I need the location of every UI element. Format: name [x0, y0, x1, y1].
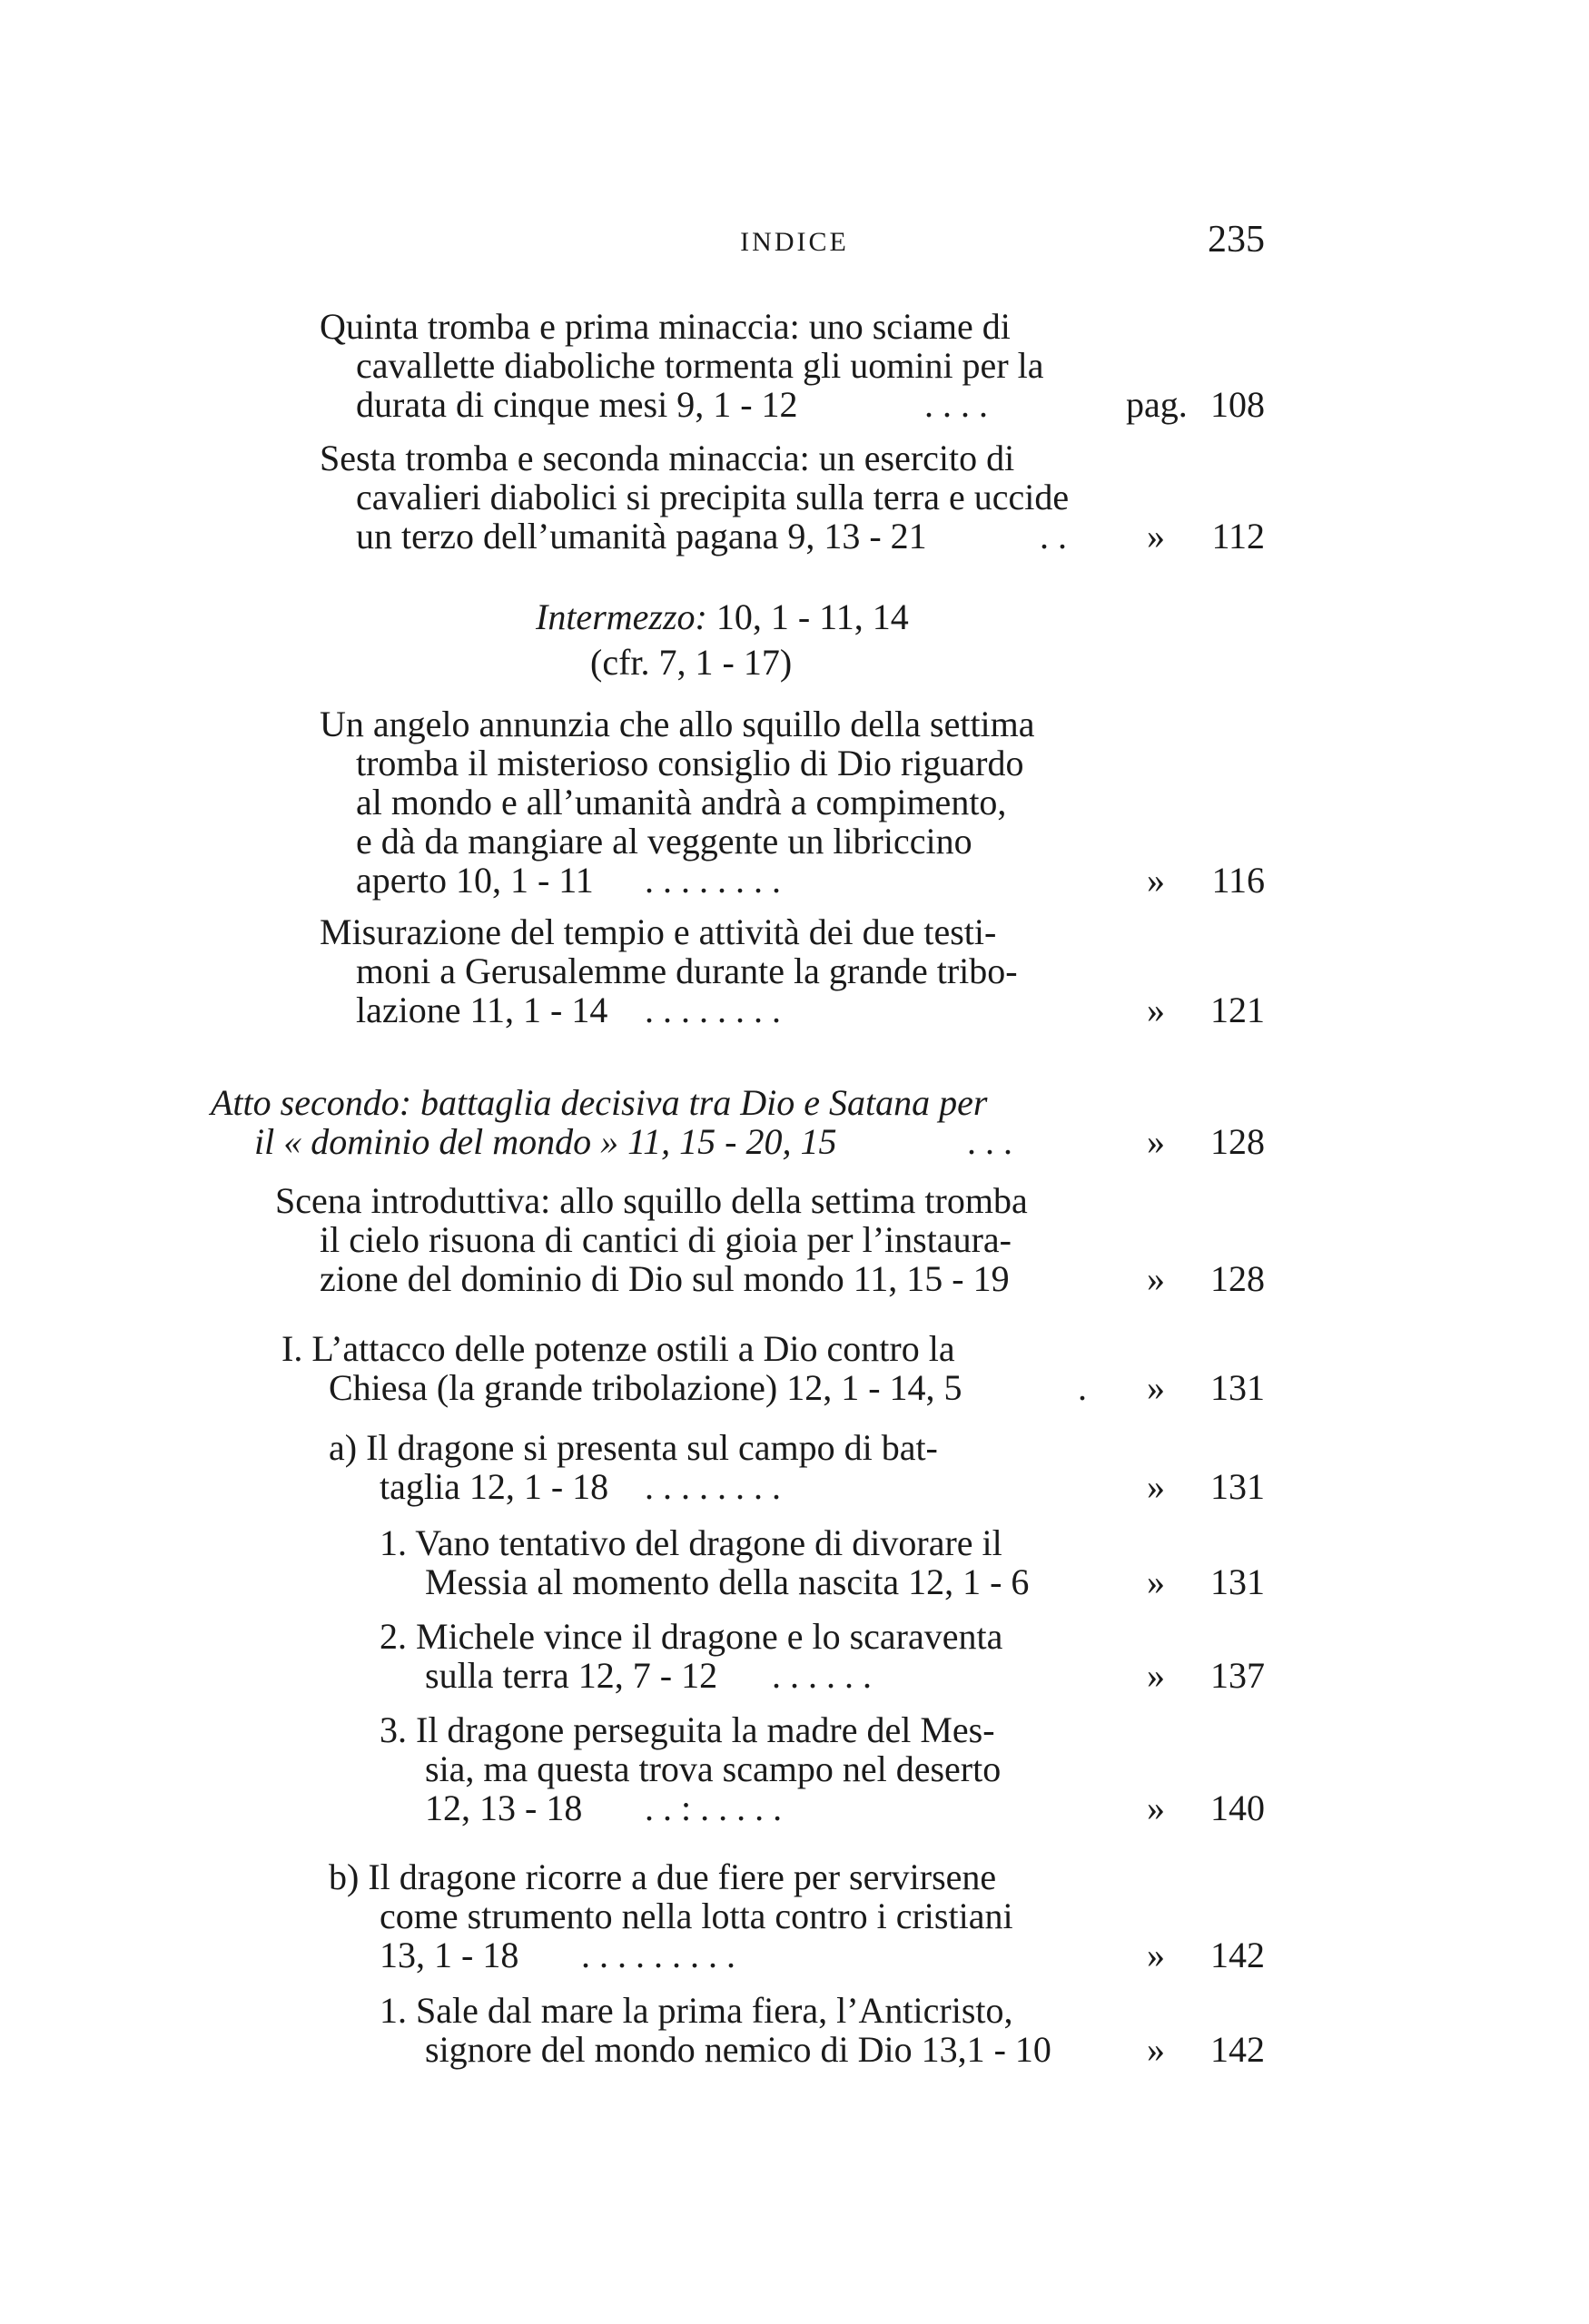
section-i-line-1: I. L’attacco delle potenze ostili a Dio contro la [281, 1328, 955, 1369]
entry-quinta-line-2: cavallette diaboliche tormenta gli uomini per la [356, 345, 1044, 386]
item-a2-page-marker: » [1147, 1655, 1165, 1696]
subsection-b-line-1: b) Il dragone ricorre a due fiere per servirsene [329, 1856, 997, 1897]
entry-angelo-line-5: aperto 10, 1 - 11 [356, 860, 594, 901]
intermezzo-label: Intermezzo: [536, 596, 707, 637]
running-head-title: INDICE [740, 227, 849, 257]
entry-sesta-page-number: 112 [1211, 516, 1265, 556]
entry-misurazione-page-number: 121 [1210, 990, 1265, 1030]
section-i-leader-dots: . [1078, 1367, 1087, 1408]
entry-quinta-line-1: Quinta tromba e prima minaccia: uno sciame di [320, 306, 1011, 347]
item-a3-line-1: 3. Il dragone perseguita la madre del Mes- [380, 1709, 995, 1750]
entry-angelo-line-3: al mondo e all’umanità andrà a compimento, [356, 782, 1007, 822]
item-a2-line-1: 2. Michele vince il dragone e lo scaraventa [380, 1616, 1003, 1657]
atto-secondo-leader-dots: . . . [967, 1121, 1012, 1162]
item-a2-page-number: 137 [1210, 1655, 1265, 1696]
scena-line-3: zione del dominio di Dio sul mondo 11, 15 - 19 [320, 1258, 1010, 1299]
atto-secondo-line-1: Atto secondo: battaglia decisiva tra Dio e Satana per [211, 1082, 988, 1123]
entry-misurazione-page-marker: » [1147, 990, 1165, 1030]
item-b1-page-marker: » [1147, 2029, 1165, 2070]
atto-secondo-page-marker: » [1147, 1121, 1165, 1162]
item-b1-page-number: 142 [1210, 2029, 1265, 2070]
item-a1-page-marker: » [1147, 1561, 1165, 1602]
entry-sesta-page-marker: » [1147, 516, 1165, 556]
scena-page-marker: » [1147, 1258, 1165, 1299]
section-i-page-number: 131 [1210, 1367, 1265, 1408]
entry-sesta-line-2: cavalieri diabolici si precipita sulla terra e uccide [356, 477, 1070, 517]
entry-sesta-line-3: un terzo dell’umanità pagana 9, 13 - 21 [356, 516, 927, 556]
entry-angelo-line-1: Un angelo annunzia che allo squillo della settima [320, 704, 1035, 744]
item-a3-page-number: 140 [1210, 1787, 1265, 1828]
entry-misurazione-line-3: lazione 11, 1 - 14 [356, 990, 608, 1030]
entry-angelo-line-2: tromba il misterioso consiglio di Dio riguardo [356, 743, 1024, 783]
entry-sesta-leader-dots: . . [1040, 516, 1067, 556]
item-b1-line-1: 1. Sale dal mare la prima fiera, l’Anticristo, [380, 1990, 1013, 2031]
item-b1-line-2: signore del mondo nemico di Dio 13,1 - 10 [425, 2029, 1051, 2070]
subsection-a-page-marker: » [1147, 1466, 1165, 1507]
entry-quinta-page-number: 108 [1210, 384, 1265, 425]
entry-misurazione-line-1: Misurazione del tempio e attività dei due testi- [320, 911, 997, 952]
entry-misurazione-line-2: moni a Gerusalemme durante la grande tribo- [356, 950, 1018, 991]
entry-sesta-line-1: Sesta tromba e seconda minaccia: un esercito di [320, 438, 1015, 478]
section-i-line-2: Chiesa (la grande tribolazione) 12, 1 - 14, 5 [329, 1367, 962, 1408]
intermezzo-cfr: (cfr. 7, 1 - 17) [590, 642, 793, 683]
subsection-b-leader-dots: . . . . . . . . . [581, 1935, 735, 1975]
entry-angelo-line-4: e dà da mangiare al veggente un libriccino [356, 821, 972, 862]
subsection-b-line-2: come strumento nella lotta contro i cristiani [380, 1896, 1013, 1936]
entry-quinta-page-marker: pag. [1126, 384, 1188, 425]
item-a1-line-1: 1. Vano tentativo del dragone di divorare il [380, 1522, 1002, 1563]
scena-page-number: 128 [1210, 1258, 1265, 1299]
entry-misurazione-leader-dots: . . . . . . . . [645, 990, 781, 1030]
subsection-b-page-marker: » [1147, 1935, 1165, 1975]
subsection-b-line-3: 13, 1 - 18 [380, 1935, 519, 1975]
item-a2-leader-dots: . . . . . . [772, 1655, 872, 1696]
scena-line-2: il cielo risuona di cantici di gioia per l’instaura- [320, 1219, 1012, 1260]
entry-angelo-page-number: 116 [1211, 860, 1265, 901]
subsection-a-page-number: 131 [1210, 1466, 1265, 1507]
subsection-a-leader-dots: . . . . . . . . [645, 1466, 781, 1507]
entry-quinta-leader-dots: . . . . [924, 384, 988, 425]
section-i-page-marker: » [1147, 1367, 1165, 1408]
subsection-b-page-number: 142 [1210, 1935, 1265, 1975]
entry-angelo-page-marker: » [1147, 860, 1165, 901]
item-a3-line-2: sia, ma questa trova scampo nel deserto [425, 1748, 1002, 1789]
intermezzo-reference: 10, 1 - 11, 14 [716, 596, 909, 637]
item-a3-line-3: 12, 13 - 18 [425, 1787, 583, 1828]
atto-secondo-page-number: 128 [1210, 1121, 1265, 1162]
item-a3-page-marker: » [1147, 1787, 1165, 1828]
atto-secondo-line-2: il « dominio del mondo » 11, 15 - 20, 15 [254, 1121, 837, 1162]
scena-line-1: Scena introduttiva: allo squillo della settima tromba [275, 1180, 1028, 1221]
running-head-page-number: 235 [1208, 219, 1265, 261]
entry-quinta-line-3: durata di cinque mesi 9, 1 - 12 [356, 384, 798, 425]
entry-angelo-leader-dots: . . . . . . . . [645, 860, 781, 901]
item-a1-line-2: Messia al momento della nascita 12, 1 - 6 [425, 1561, 1030, 1602]
item-a2-line-2: sulla terra 12, 7 - 12 [425, 1655, 718, 1696]
item-a1-page-number: 131 [1210, 1561, 1265, 1602]
item-a3-leader-dots: . . : . . . . . [645, 1787, 783, 1828]
intermezzo-heading [536, 596, 909, 637]
subsection-a-line-2: taglia 12, 1 - 18 [380, 1466, 609, 1507]
subsection-a-line-1: a) Il dragone si presenta sul campo di bat- [329, 1427, 938, 1468]
